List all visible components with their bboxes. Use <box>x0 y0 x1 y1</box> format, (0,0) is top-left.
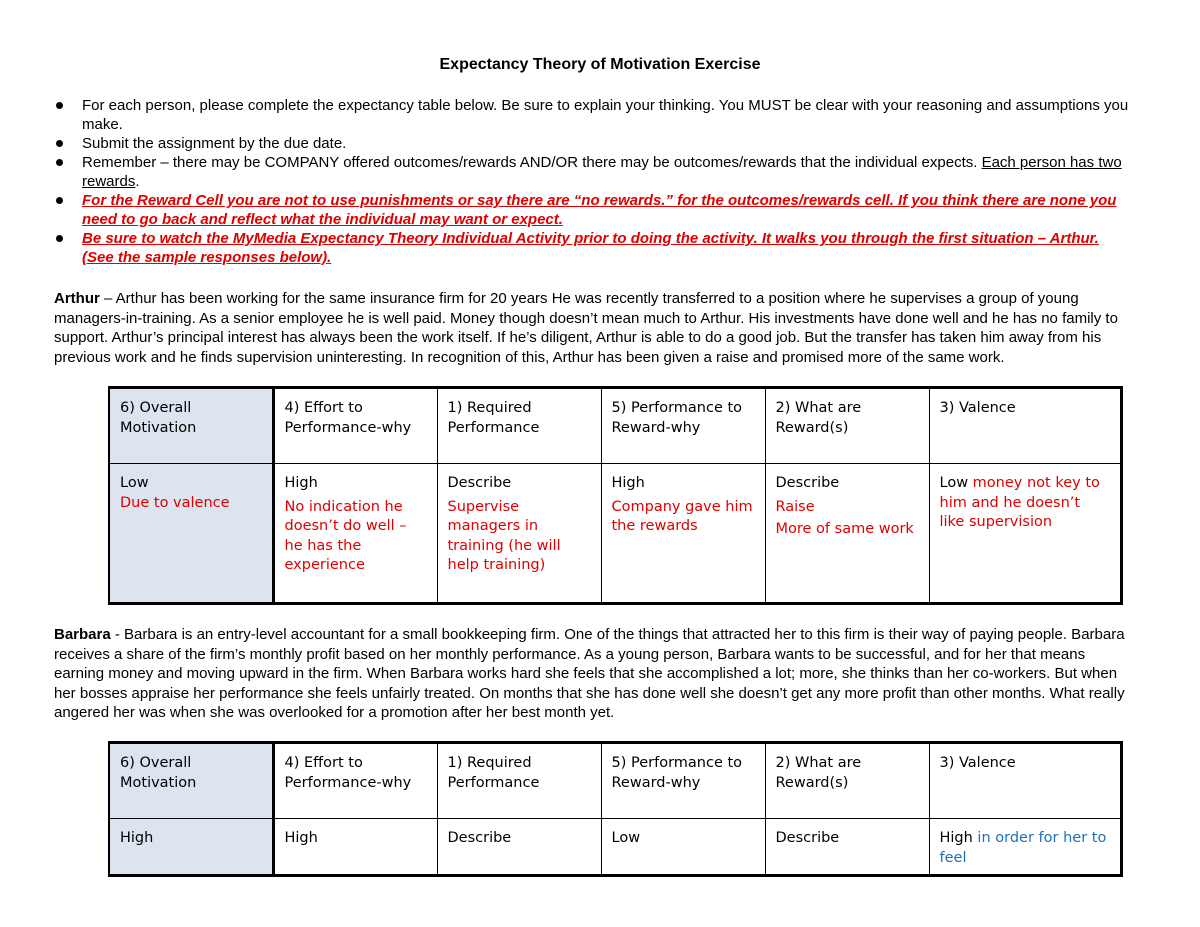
cell-effort-to-performance[interactable]: High <box>273 819 437 876</box>
header-performance-to-reward: 5) Performance to Reward-why <box>601 388 765 464</box>
table-row <box>109 464 1121 604</box>
cell-overall-motivation[interactable]: High <box>109 819 273 876</box>
cell-valence[interactable] <box>929 819 1121 876</box>
header-rewards: 2) What are Reward(s) <box>765 743 929 819</box>
header-required-performance: 1) Required Performance <box>437 388 601 464</box>
cell-value: High <box>611 475 645 491</box>
cell-note: in order for her to feel <box>939 830 1107 866</box>
instruction-text: Remember – there may be COMPANY offered outcomes/rewards AND/OR there may be outcomes/rewards that the individual expects. <box>82 154 982 171</box>
bullet-icon <box>56 140 63 147</box>
header-overall-motivation: 6) Overall Motivation <box>109 388 273 464</box>
bullet-icon <box>56 102 63 109</box>
bullet-icon <box>56 197 63 204</box>
header-effort-to-performance: 4) Effort to Performance-why <box>273 388 437 464</box>
cell-value: Low <box>939 475 969 491</box>
cell-note: Raise <box>775 498 815 515</box>
instruction-item <box>54 229 1134 267</box>
header-effort-to-performance: 4) Effort to Performance-why <box>273 743 437 819</box>
instruction-text-end: . <box>135 173 140 190</box>
header-valence: 3) Valence <box>929 743 1121 819</box>
cell-effort-to-performance[interactable] <box>273 464 437 604</box>
cell-rewards[interactable] <box>765 464 929 604</box>
cell-value: High <box>284 475 318 491</box>
barbara-scenario <box>54 625 1139 723</box>
table-row <box>109 819 1121 876</box>
barbara-text: - Barbara is an entry-level accountant for a small bookkeeping firm. One of the things that attracted her to this firm is their way of paying people. Barbara receives a share of the firm’s monthly profit based on her monthly performance. As a young person, Barbara wants to be successful, and for her that means earning money and moving upward in the firm. When Barbara works hard she feels that she accomplished a lot; more, she thinks than her co-workers. But when her bosses appraise her performance she feels unfairly treated. On months that she has done well she doesn’t get any more profit than other months. What really angered her was when she was overlooked for a promotion after her best month yet. <box>54 626 1125 721</box>
cell-performance-to-reward[interactable]: Low <box>601 819 765 876</box>
table-header-row <box>109 388 1121 464</box>
instruction-warning-text: Be sure to watch the MyMedia Expectancy Theory Individual Activity prior to doing the activity. It walks you through the first situation – Arthur. (See the sample responses below). <box>82 230 1099 266</box>
arthur-name: Arthur <box>54 290 100 307</box>
cell-rewards[interactable]: Describe <box>765 819 929 876</box>
bullet-icon <box>56 235 63 242</box>
instructions-list <box>54 96 1134 267</box>
header-valence: 3) Valence <box>929 388 1121 464</box>
table-header-row <box>109 743 1121 819</box>
instruction-item <box>54 153 1134 191</box>
barbara-name: Barbara <box>54 626 111 643</box>
cell-required-performance[interactable] <box>437 464 601 604</box>
header-required-performance: 1) Required Performance <box>437 743 601 819</box>
header-rewards: 2) What are Reward(s) <box>765 388 929 464</box>
instruction-item <box>54 191 1134 229</box>
document-title: Expectancy Theory of Motivation Exercise <box>439 56 761 73</box>
instruction-text: For each person, please complete the expectancy table below. Be sure to explain your thinking. You MUST be clear with your reasoning and assumptions you make. <box>82 97 1129 133</box>
arthur-text: – Arthur has been working for the same insurance firm for 20 years He was recently transferred to a position where he supervises a group of young managers-in-training. As a senior employee he is well paid. Money though doesn’t mean much to Arthur. His investments have done well and he has no family to support. Arthur’s principal interest has always been the work itself. If he’s diligent, Arthur is able to do a good job. But the transfer has taken him away from his previous work and he finds supervision uninteresting. In recognition of this, Arthur has been given a raise and promised more of the same work. <box>54 290 1118 366</box>
cell-note: money not key to him and he doesn’t like supervision <box>939 475 1100 530</box>
cell-note: No indication he doesn’t do well – he has the experience <box>284 498 407 573</box>
cell-note: Due to valence <box>120 494 230 511</box>
cell-note: Supervise managers in training (he will help training) <box>447 498 561 573</box>
cell-note: Company gave him the rewards <box>611 498 753 534</box>
cell-value: Describe <box>447 475 512 491</box>
cell-value: Describe <box>775 475 840 491</box>
cell-value: High <box>939 830 973 846</box>
bullet-icon <box>56 159 63 166</box>
cell-required-performance[interactable]: Describe <box>437 819 601 876</box>
cell-value: Low <box>120 475 149 491</box>
header-performance-to-reward: 5) Performance to Reward-why <box>601 743 765 819</box>
instruction-underlined-text: Each person has two rewards <box>82 154 1122 190</box>
cell-overall-motivation[interactable] <box>109 464 273 604</box>
cell-valence[interactable] <box>929 464 1121 604</box>
arthur-expectancy-table <box>108 386 1123 605</box>
arthur-scenario <box>54 289 1139 367</box>
instruction-text: Submit the assignment by the due date. <box>82 135 347 152</box>
header-overall-motivation: 6) Overall Motivation <box>109 743 273 819</box>
cell-performance-to-reward[interactable] <box>601 464 765 604</box>
instruction-item <box>54 134 1134 153</box>
barbara-expectancy-table <box>108 741 1123 877</box>
cell-note: More of same work <box>775 521 914 537</box>
instruction-item <box>54 96 1134 134</box>
instruction-warning-text: For the Reward Cell you are not to use punishments or say there are “no rewards.” for the outcomes/rewards cell. If you think there are none you need to go back and reflect what the individual may want or expect. <box>82 192 1117 228</box>
